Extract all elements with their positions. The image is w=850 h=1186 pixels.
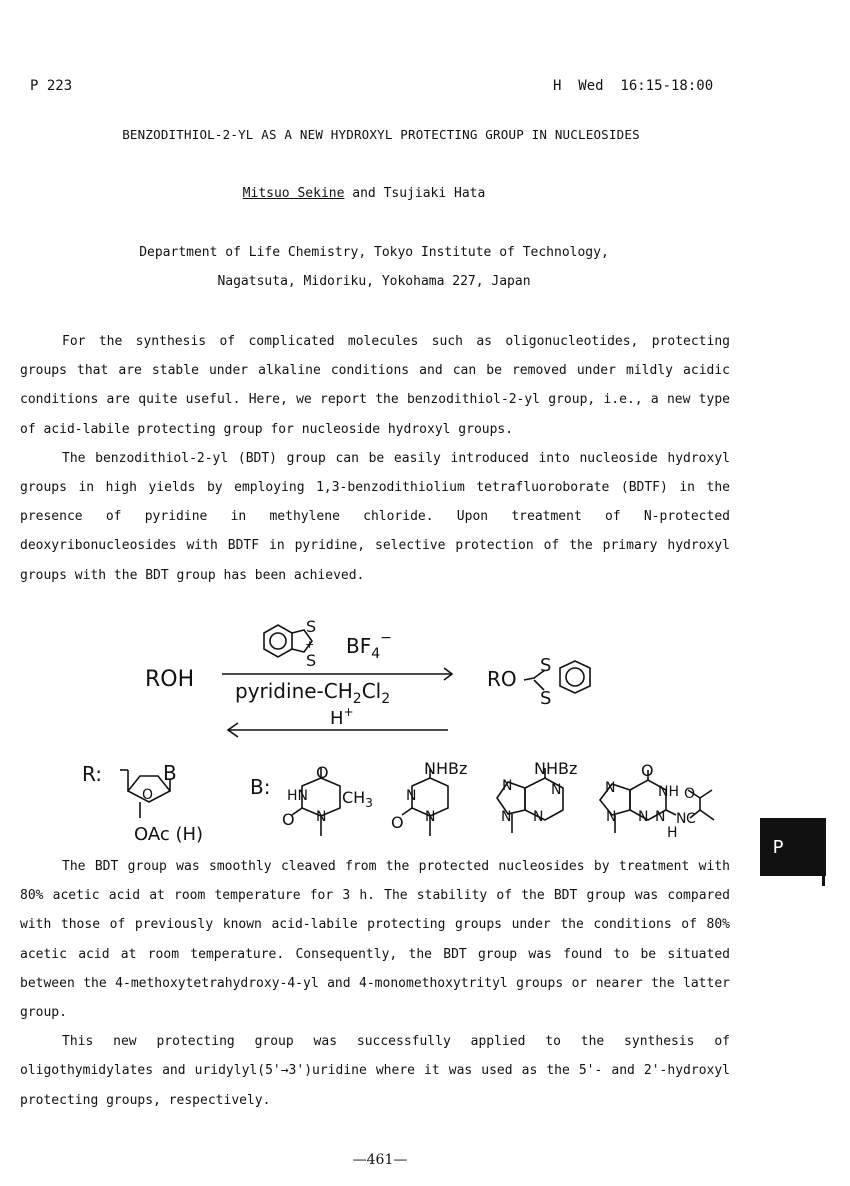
thymine-n: N bbox=[316, 809, 327, 825]
paragraph-4: This new protecting group was successfully applied to the synthesis of oligothymidylates and uridylyl(5'→3')uridine where it was used as the 5'- and 2'-hydroxyl protecting groups, respectively. bbox=[20, 1034, 730, 1108]
thymine-methyl: $CH_3$ bbox=[342, 788, 373, 810]
adenine-n3: N bbox=[533, 809, 544, 825]
guanine-amide-o: O bbox=[684, 786, 696, 802]
sugar-substituent: OAc (H) bbox=[134, 824, 204, 845]
paper-title: BENZODITHIOL-2-YL AS A NEW HYDROXYL PROTECTING GROUP IN NUCLEOSIDES bbox=[122, 127, 640, 142]
author-presenting: Mitsuo Sekine bbox=[242, 186, 345, 201]
cytosine-nhbz: NHBz bbox=[424, 759, 468, 778]
guanine-n-ring: N bbox=[655, 809, 666, 825]
reverse-reagent: H+ bbox=[330, 705, 354, 729]
paper-id: P 223 bbox=[30, 78, 73, 94]
reagent-sulfur-bottom: S bbox=[306, 651, 317, 670]
cytosine-o: O bbox=[391, 813, 404, 832]
section-tab: P bbox=[760, 818, 826, 876]
product-sulfur-top: S bbox=[540, 655, 552, 676]
reagent-benzene-ring bbox=[264, 625, 292, 657]
guanine-o: O bbox=[641, 761, 654, 780]
session-time: H Wed 16:15-18:00 bbox=[553, 78, 714, 94]
guanine-amide-h: H bbox=[667, 825, 678, 841]
thymine-o-bottom: O bbox=[282, 810, 295, 829]
author-conjunction: and bbox=[344, 186, 384, 201]
guanine-nh: NH bbox=[658, 784, 679, 800]
product-benzene-ring bbox=[560, 661, 590, 693]
guanine-amide-c: C bbox=[686, 811, 696, 827]
thymine-hn: HN bbox=[287, 788, 308, 804]
adenine-nhbz: NHBz bbox=[534, 759, 578, 778]
reagent-sulfur-top: S bbox=[306, 618, 317, 636]
affiliation-line2: Nagatsuta, Midoriku, Yokohama 227, Japan bbox=[217, 274, 531, 289]
adenine-n7: N bbox=[502, 778, 513, 794]
body-upper bbox=[20, 327, 730, 590]
adenine-n1: N bbox=[551, 782, 562, 798]
paragraph-3: The BDT group was smoothly cleaved from the protected nucleosides by treatment with 80% acetic acid at room temperature for 3 h. The stability of the BDT group was compared with those of previously known acid-labile protecting groups under the conditions of 80% acetic acid at room temperature. Consequently, the BDT group was found to be situated between the 4-methoxytetrahydroxy-4-yl and 4-monomethoxytrityl groups or nearer the latter group. bbox=[20, 859, 730, 1021]
product-ro: RO bbox=[487, 667, 517, 691]
cytosine-n-ring: N bbox=[406, 788, 417, 804]
guanine-n3: N bbox=[638, 809, 649, 825]
r-label: R: bbox=[82, 762, 103, 786]
b-label: B: bbox=[250, 775, 271, 799]
page-number: —461— bbox=[352, 1152, 408, 1168]
paragraph-1: For the synthesis of complicated molecules such as oligonucleotides, protecting groups that are stable under alkaline conditions and can be removed under mildly acidic conditions are quite useful. Here, we report the benzodithiol-2-yl group, i.e., a new type of acid-labile protecting group for nucleoside hydroxyl groups. bbox=[20, 334, 730, 437]
reagent-counterion: $BF_4^-$ bbox=[346, 630, 392, 662]
solvent-label: pyridine-$CH_2Cl_2$ bbox=[235, 679, 391, 707]
author-second: Tsujiaki Hata bbox=[383, 186, 486, 201]
cytosine-n: N bbox=[425, 809, 436, 825]
reactant-roh: ROH bbox=[145, 667, 195, 692]
guanine-amide-n: N bbox=[676, 811, 687, 827]
guanine-n7: N bbox=[605, 780, 616, 796]
body-lower bbox=[20, 852, 730, 1115]
sugar-base: B bbox=[163, 761, 177, 785]
adenine-n9: N bbox=[501, 809, 512, 825]
authors bbox=[0, 186, 728, 201]
paragraph-2: The benzodithiol-2-yl (BDT) group can be easily introduced into nucleoside hydroxyl groups in high yields by employing 1,3-benzodithiolium tetrafluoroborate (BDTF) in the presence of pyridine in methylene chloride. Upon treatment of N-protected deoxyribonucleosides with BDTF in pyridine, selective protection of the primary hydroxyl groups with the BDT group has been achieved. bbox=[20, 450, 730, 583]
thymine-o-top: O bbox=[316, 763, 329, 782]
product-sulfur-bottom: S bbox=[540, 688, 552, 709]
reaction-scheme bbox=[0, 618, 760, 850]
sugar-oxygen: O bbox=[142, 787, 154, 803]
reagent-plus: + bbox=[305, 638, 315, 651]
affiliation-line1: Department of Life Chemistry, Tokyo Institute of Technology, bbox=[139, 245, 609, 260]
guanine-n9: N bbox=[606, 809, 617, 825]
section-tab-edge bbox=[822, 818, 825, 886]
